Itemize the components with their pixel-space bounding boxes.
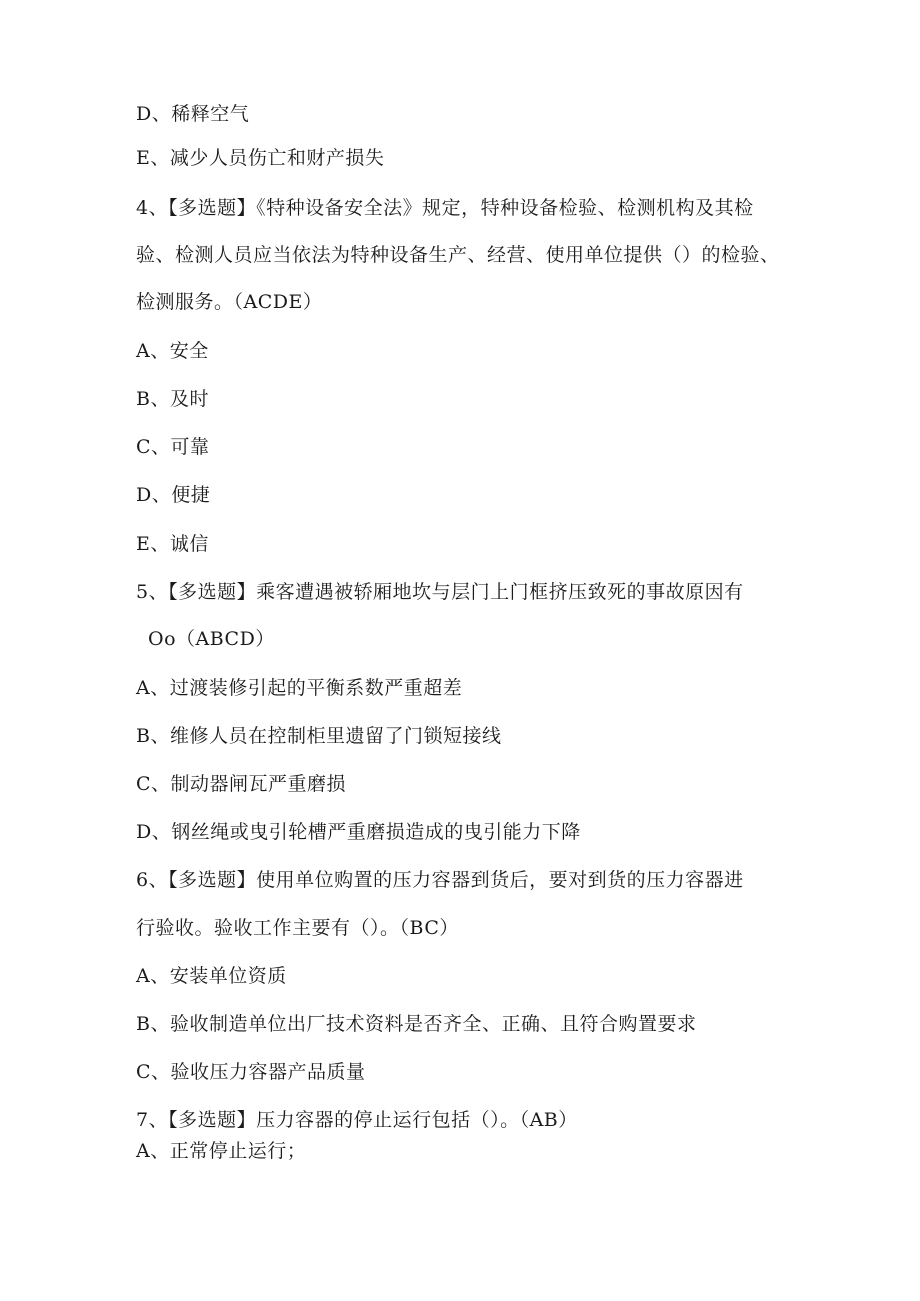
option-4c: C、可靠 — [136, 436, 210, 458]
question-5-line-1: 5、【多选题】乘客遭遇被轿厢地坎与层门上门框挤压致死的事故原因有 — [136, 581, 744, 603]
option-5b: B、维修人员在控制柜里遗留了门锁短接线 — [136, 725, 502, 747]
option-6c: C、验收压力容器产品质量 — [136, 1061, 366, 1083]
question-4-line-3: 检测服务。（ACDE） — [136, 291, 323, 313]
question-6-line-1: 6、【多选题】使用单位购置的压力容器到货后，要对到货的压力容器进 — [136, 869, 744, 891]
option-5c: C、制动器闸瓦严重磨损 — [136, 773, 347, 795]
question-6-line-2: 行验收。验收工作主要有（）。（BC） — [136, 917, 459, 939]
option-5a: A、过渡装修引起的平衡系数严重超差 — [136, 677, 463, 699]
option-5d: D、钢丝绳或曳引轮槽严重磨损造成的曳引能力下降 — [136, 821, 581, 843]
option-4e: E、诚信 — [136, 533, 209, 555]
question-5-line-2: Oo（ABCD） — [148, 628, 275, 650]
option-4b: B、及时 — [136, 388, 209, 410]
option-3e: E、减少人员伤亡和财产损失 — [136, 147, 385, 169]
option-4d: D、便捷 — [136, 484, 211, 506]
option-3d: D、稀释空气 — [136, 103, 250, 125]
question-4-line-2: 验、检测人员应当依法为特种设备生产、经营、使用单位提供（）的检验、 — [136, 244, 780, 266]
question-7-line-1: 7、【多选题】压力容器的停止运行包括（）。（AB） — [136, 1109, 578, 1131]
option-4a: A、安全 — [136, 340, 209, 362]
option-6b: B、验收制造单位出厂技术资料是否齐全、正确、且符合购置要求 — [136, 1013, 697, 1035]
question-4-line-1: 4、【多选题】《特种设备安全法》规定，特种设备检验、检测机构及其检 — [136, 197, 754, 219]
option-7a: A、正常停止运行； — [136, 1140, 307, 1162]
option-6a: A、安装单位资质 — [136, 965, 287, 987]
